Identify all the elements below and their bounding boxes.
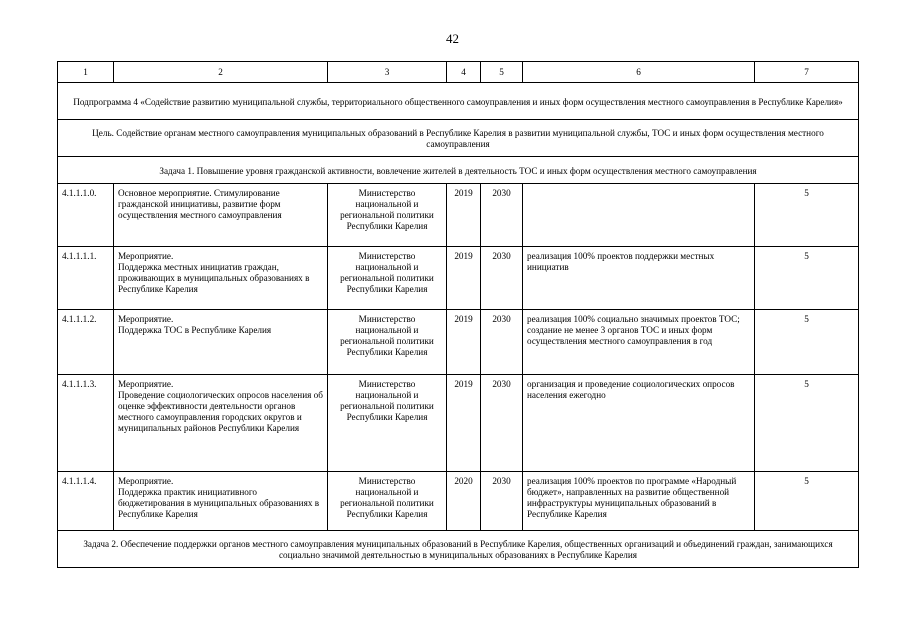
row-executor: Министерство национальной и региональной политики Республики Карелия [328, 247, 447, 310]
row-col7: 5 [755, 310, 859, 375]
column-number-row [58, 62, 859, 83]
column-number: 4 [447, 62, 481, 83]
row-col7: 5 [755, 375, 859, 472]
row-col7: 5 [755, 472, 859, 531]
task1-text: Задача 1. Повышение уровня гражданской активности, вовлечение жителей в деятельность ТОС и иных форм осуществления местного самоуправления [58, 157, 859, 184]
row-start-year: 2019 [447, 184, 481, 247]
row-code: 4.1.1.1.3. [58, 375, 114, 472]
column-number: 1 [58, 62, 114, 83]
column-number: 7 [755, 62, 859, 83]
row-end-year: 2030 [481, 310, 523, 375]
row-result: реализация 100% проектов поддержки местных инициатив [523, 247, 755, 310]
row-end-year: 2030 [481, 247, 523, 310]
row-col7: 5 [755, 247, 859, 310]
task1-row [58, 157, 859, 184]
page-number: 42 [446, 31, 459, 46]
table-row [58, 375, 859, 472]
task2-text: Задача 2. Обеспечение поддержки органов местного самоуправления муниципальных образований в Республике Карелия, общественных организаций и объединений граждан, занимающихся социально значимой деятельностью в муниципальных образованиях в Республике Карелия [58, 531, 859, 568]
row-start-year: 2020 [447, 472, 481, 531]
row-code: 4.1.1.1.0. [58, 184, 114, 247]
row-code: 4.1.1.1.4. [58, 472, 114, 531]
row-end-year: 2030 [481, 375, 523, 472]
table-row [58, 184, 859, 247]
row-name: Мероприятие. Поддержка местных инициатив граждан, проживающих в муниципальных образованиях в Республике Карелия [114, 247, 328, 310]
row-name: Основное мероприятие. Стимулирование гражданской инициативы, развитие форм осуществления местного самоуправления [114, 184, 328, 247]
row-end-year: 2030 [481, 472, 523, 531]
goal-row [58, 120, 859, 157]
column-number: 3 [328, 62, 447, 83]
subprogram-row [58, 83, 859, 120]
row-name: Мероприятие. Поддержка практик инициативного бюджетирования в муниципальных образованиях в Республике Карелия [114, 472, 328, 531]
program-table [57, 61, 859, 568]
row-start-year: 2019 [447, 247, 481, 310]
table-row [58, 472, 859, 531]
row-result [523, 184, 755, 247]
column-number: 6 [523, 62, 755, 83]
row-executor: Министерство национальной и региональной политики Республики Карелия [328, 375, 447, 472]
row-result: реализация 100% социально значимых проектов ТОС; создание не менее 3 органов ТОС и иных форм осуществления местного самоуправления в год [523, 310, 755, 375]
row-col7: 5 [755, 184, 859, 247]
row-start-year: 2019 [447, 375, 481, 472]
goal-text: Цель. Содействие органам местного самоуправления муниципальных образований в Республике Карелия в развитии муниципальной службы, ТОС и иных форм осуществления местного самоуправления [58, 120, 859, 157]
row-code: 4.1.1.1.2. [58, 310, 114, 375]
row-name: Мероприятие. Поддержка ТОС в Республике Карелия [114, 310, 328, 375]
table-row [58, 310, 859, 375]
row-executor: Министерство национальной и региональной политики Республики Карелия [328, 472, 447, 531]
row-code: 4.1.1.1.1. [58, 247, 114, 310]
task2-row [58, 531, 859, 568]
row-result: реализация 100% проектов по программе «Народный бюджет», направленных на развитие общественной инфраструктуры муниципальных образований в Республике Карелия [523, 472, 755, 531]
column-number: 2 [114, 62, 328, 83]
column-number: 5 [481, 62, 523, 83]
row-executor: Министерство национальной и региональной политики Республики Карелия [328, 184, 447, 247]
subprogram-title: Подпрограмма 4 «Содействие развитию муниципальной службы, территориального общественного самоуправления и иных форм осуществления местного самоуправления в Республике Карелия» [58, 83, 859, 120]
row-result: организация и проведение социологических опросов населения ежегодно [523, 375, 755, 472]
row-executor: Министерство национальной и региональной политики Республики Карелия [328, 310, 447, 375]
table-row [58, 247, 859, 310]
row-name: Мероприятие. Проведение социологических опросов населения об оценке эффективности деятельности органов местного самоуправления городских округов и муниципальных районов Республики Карелия [114, 375, 328, 472]
row-end-year: 2030 [481, 184, 523, 247]
row-start-year: 2019 [447, 310, 481, 375]
